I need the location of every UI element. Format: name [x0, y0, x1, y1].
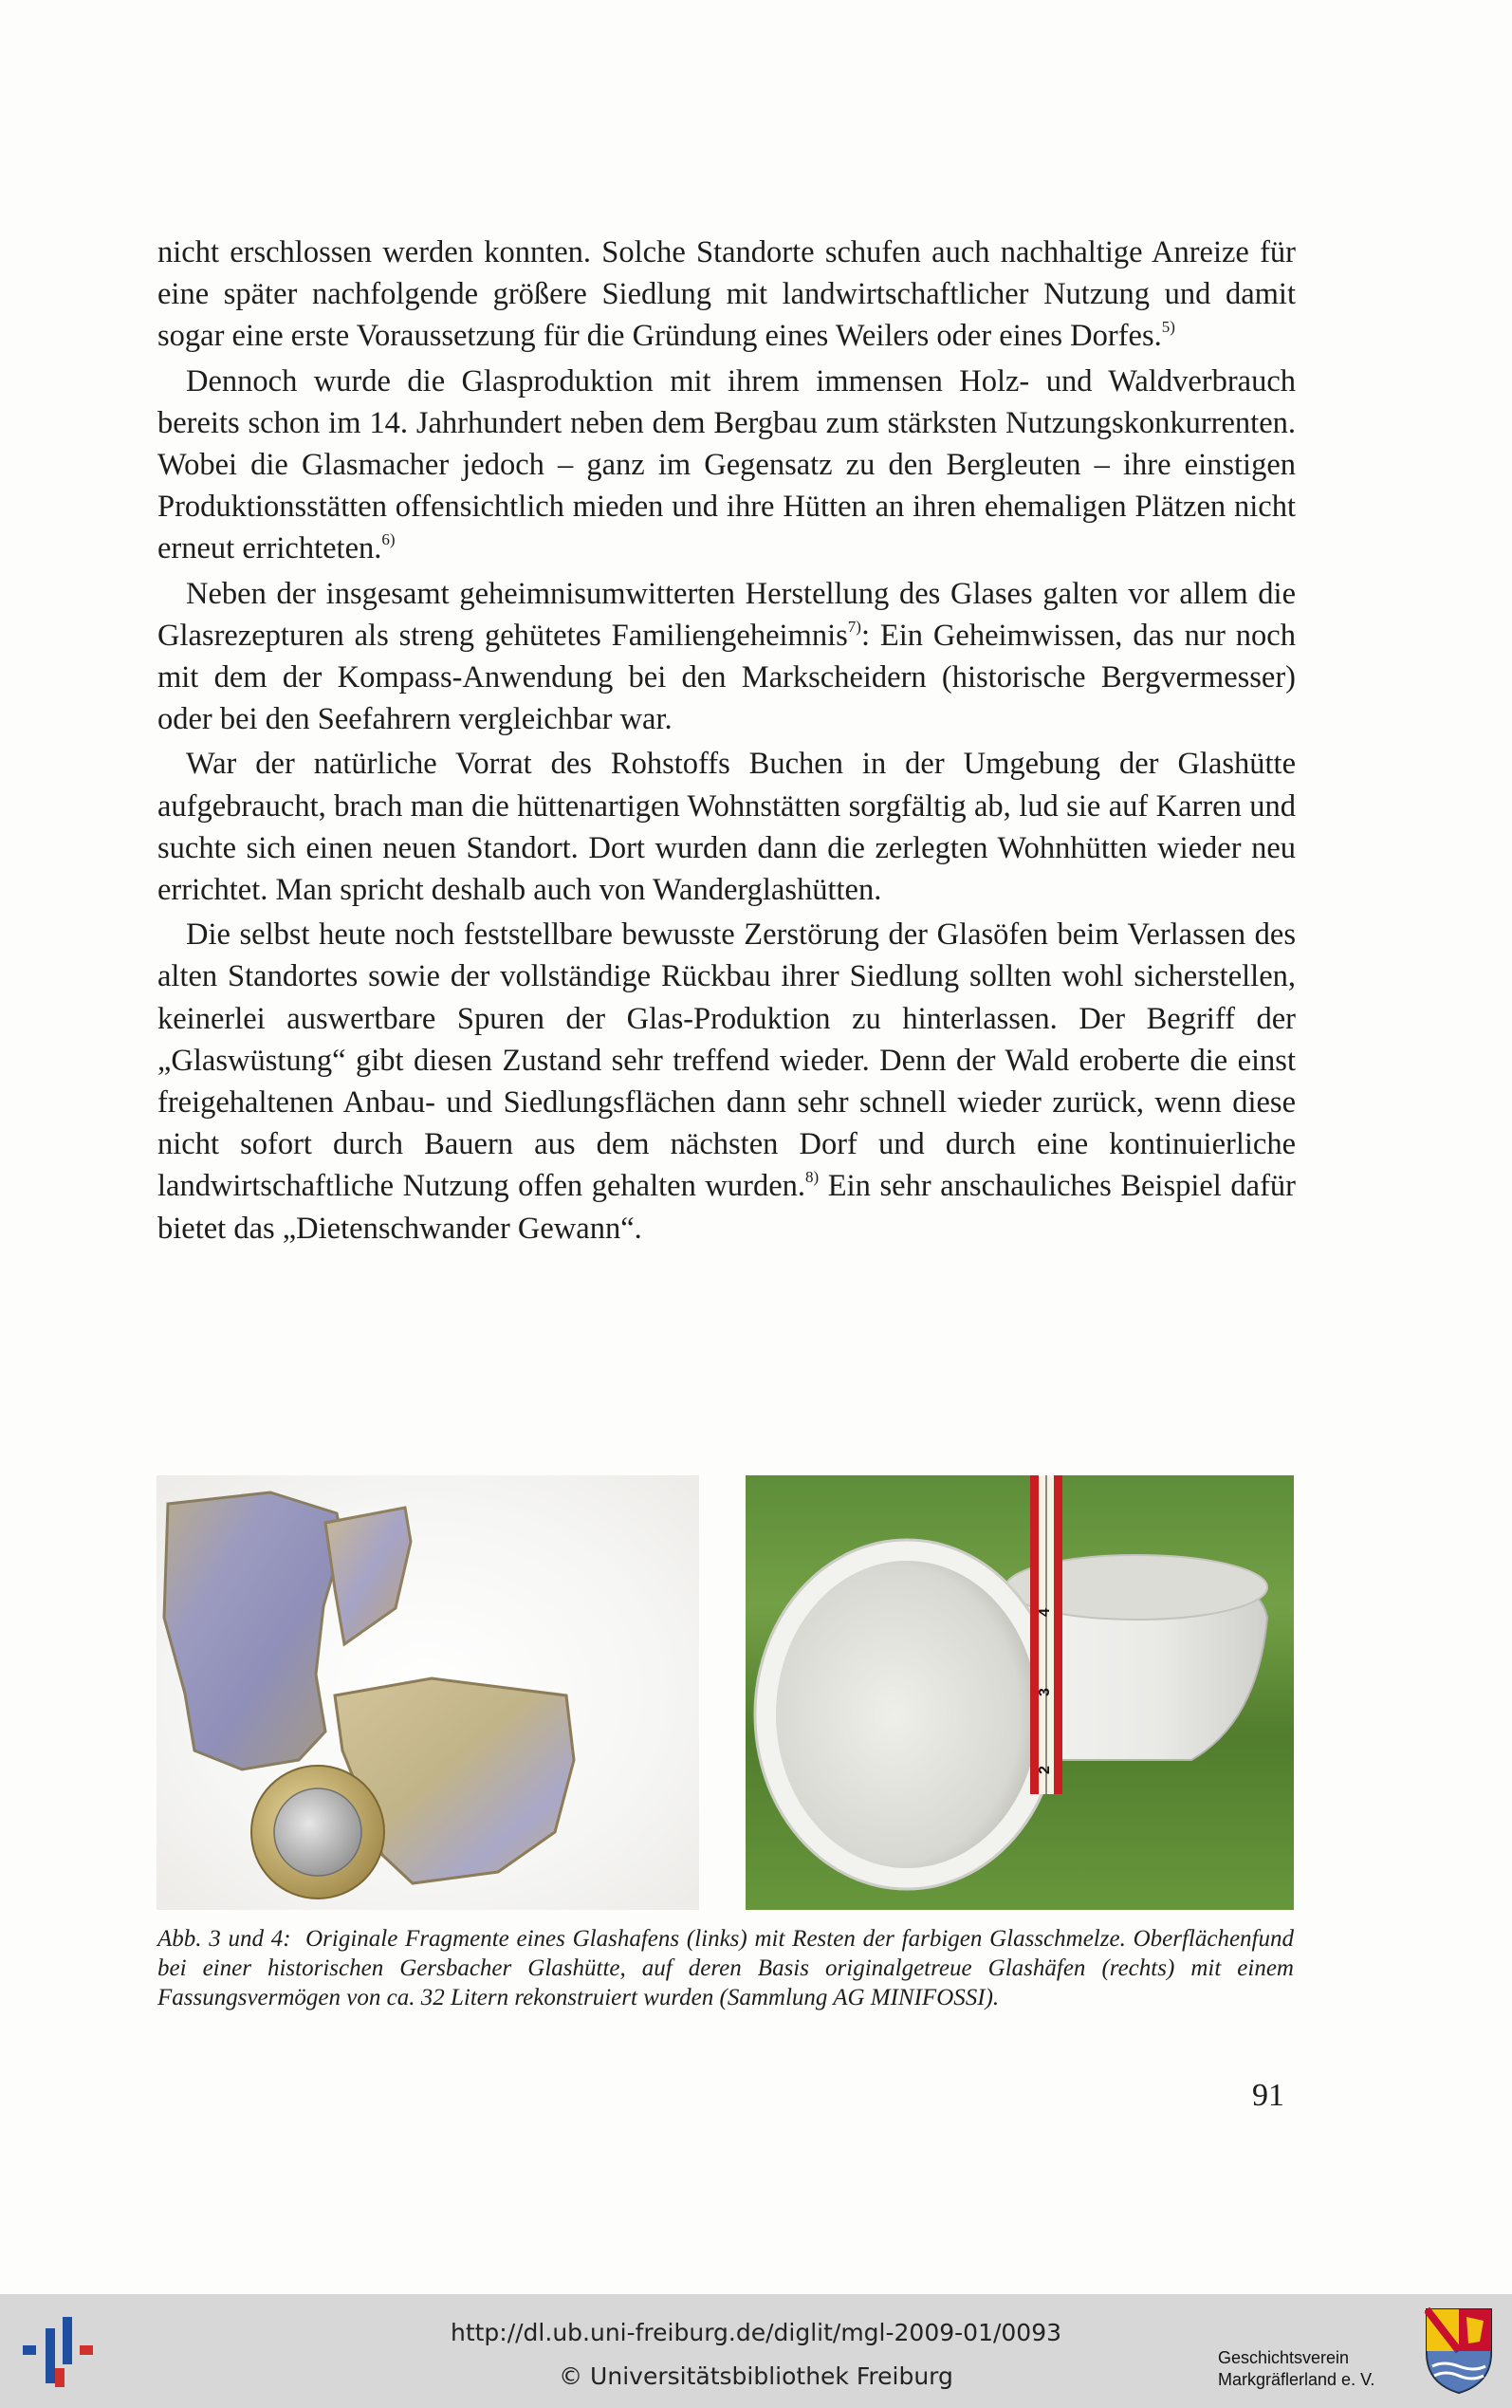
society-line-2: Markgräflerland e. V.	[1218, 2370, 1375, 2389]
society-name	[1218, 2347, 1427, 2391]
ruler-digit-2: 2	[1037, 1766, 1053, 1774]
ruler-digit-4: 4	[1037, 1608, 1053, 1617]
paragraph-2: Dennoch wurde die Glasproduktion mit ihrem immensen Holz- und Waldverbrauch bereits schon im 14. Jahrhundert neben dem Bergbau zum stärksten Nutzungskonkurrenten. Wobei die Glasmacher jedoch – ganz im Gegensatz zu den Bergleuten – ihre einstigen Produktionsstätten offensichtlich mieden und ihre Hütten an ihren ehemaligen Plätzen nicht erneut errichteten.$^{6)}$	[157, 363, 1296, 566]
crucibles-illustration	[746, 1475, 1294, 1910]
paragraph-4: War der natürliche Vorrat des Rohstoffs Buchen in der Umgebung der Glashütte aufgebraucht, brach man die hüttenartigen Wohnstätten sorgfältig ab, lud sie auf Karren und suchte sich einen neuen Standort. Dort wurden dann die zerlegten Wohnhütten wieder neu errichtet. Man spricht deshalb auch von Wanderglashütten.	[157, 747, 1296, 908]
photo-reconstructed-crucibles	[746, 1475, 1294, 1910]
photo-glass-fragments	[157, 1475, 699, 1910]
body-text	[157, 232, 1296, 1250]
society-line-1: Geschichtsverein	[1218, 2348, 1350, 2367]
footer-copyright: © Universitätsbibliothek Freiburg	[559, 2362, 953, 2390]
page-number: 91	[1252, 2078, 1284, 2113]
figure-caption	[157, 1924, 1294, 2012]
footnote-ref-7[interactable]: 7)	[847, 617, 861, 636]
footnote-ref-5[interactable]: 5)	[1161, 318, 1175, 337]
caption-text: Originale Fragmente eines Glashafens (links) mit Resten der farbigen Glasschmelze. Oberflächenfund bei einer historischen Gersbacher Glashütte, auf deren Basis originalgetreue Glashäfen (rechts) mit einem Fassungsvermögen von ca. 32 Litern rekonstruiert wurden (Sammlung AG MINIFOSSI).	[157, 1926, 1294, 2010]
paragraph-3: Neben der insgesamt geheimnisumwitterten Herstellung des Glases galten vor allem die Glasrezepturen als streng gehütetes Familiengeheimnis$^{7)}$: Ein Geheimwissen, das nur noch mit dem der Kompass-Anwendung bei den Markscheidern (historische Bergvermesser) oder bei den Seefahrern vergleichbar war.	[157, 576, 1296, 737]
footnote-ref-8[interactable]: 8)	[805, 1168, 820, 1187]
society-crest-icon	[1425, 2307, 1493, 2395]
footer-url-link[interactable]: http://dl.ub.uni-freiburg.de/diglit/mgl-2009-01/0093	[450, 2319, 1062, 2346]
fragments-illustration	[157, 1475, 699, 1910]
ruler-digit-3: 3	[1037, 1688, 1053, 1696]
caption-label: Abb. 3 und 4:	[157, 1926, 291, 1952]
paragraph-1: nicht erschlossen werden konnten. Solche Standorte schufen auch nachhaltige Anreize für eine später nachfolgende größere Siedlung mit landwirtschaftlicher Nutzung und damit sogar eine erste Voraussetzung für die Gründung eines Weilers oder eines Dorfes.$^{5)}$	[157, 235, 1296, 354]
paragraph-5: Die selbst heute noch feststellbare bewusste Zerstörung der Glasöfen beim Verlassen des alten Standortes sowie der vollständige Rückbau ihrer Siedlung sollten wohl sicherstellen, keinerlei auswertbare Spuren der Glas-Produktion zu hinterlassen. Der Begriff der „Glaswüstung“ gibt diesen Zustand sehr treffend wieder. Denn der Wald eroberte die einst freigehaltenen Anbau- und Siedlungsflächen dann sehr schnell wieder zurück, wenn diese nicht sofort durch Bauern aus dem nächsten Dorf und durch eine kontinuierliche landwirtschaftliche Nutzung offen gehalten wurden.$^{8)}$ Ein sehr anschauliches Beispiel dafür bietet das „Dietenschwander Gewann“.	[157, 917, 1297, 1246]
footnote-ref-6[interactable]: 6)	[381, 530, 396, 549]
